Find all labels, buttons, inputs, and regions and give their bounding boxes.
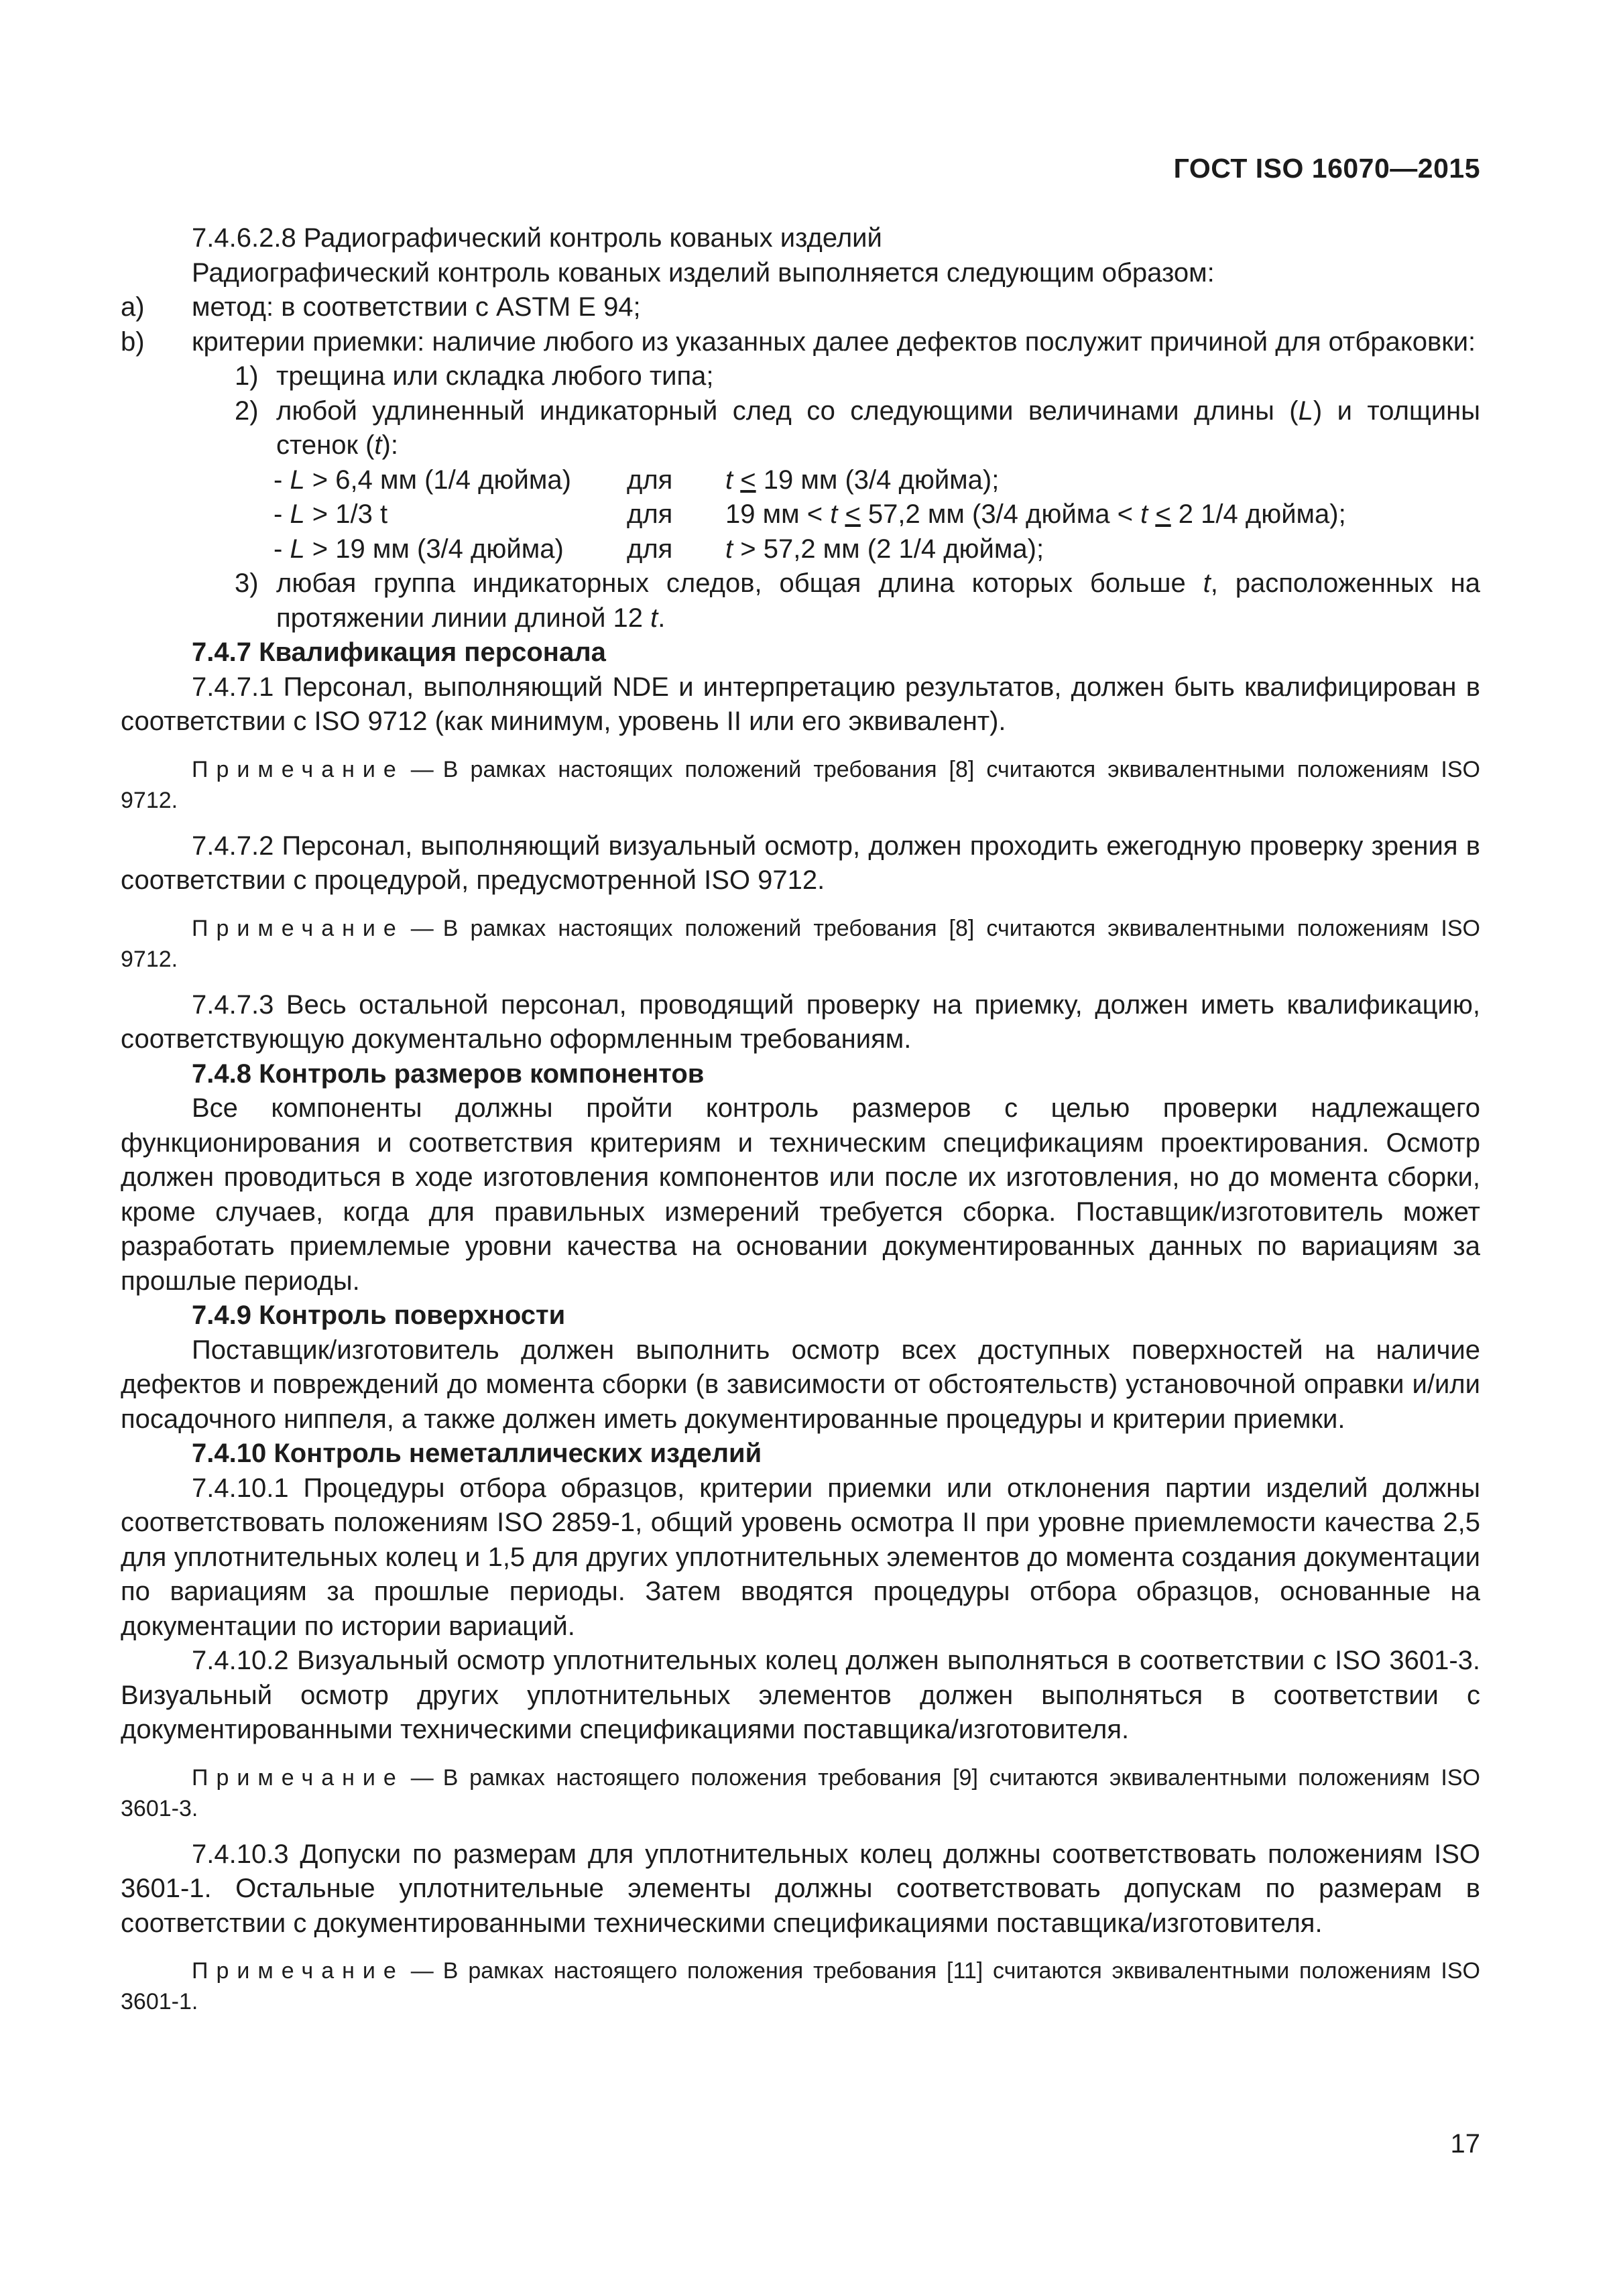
var-t: t [725,465,733,495]
list-text: , расположенных на протяжении линии длиной 12 [276,568,1481,633]
criteria-row [121,532,1480,567]
criteria-thickness [725,532,1044,567]
section-heading-7-4-10: 7.4.10 Контроль неметаллических изделий [192,1439,762,1468]
var-t: t [1203,568,1211,598]
criteria-length [274,532,564,567]
paragraph-7-4-10-2: 7.4.10.2 Визуальный осмотр уплотнительных колец должен выполняться в соответствии с ISO 3601-3. Визуальный осмотр других уплотнительных элементов должен выполняться в соответствии с документированными техническими спецификациями поставщика/изготовителя. [121,1646,1480,1744]
var-t: t [374,430,382,460]
criteria-thickness [725,463,999,498]
list-item-b [121,325,1480,360]
section-heading-7-4-8: 7.4.8 Контроль размеров компонентов [192,1059,705,1089]
var-t: t [1140,499,1148,529]
list-label: a) [121,292,145,322]
note-label: Примечание [192,756,404,782]
list-text: трещина или складка любого типа; [276,361,714,391]
list-text: ) и толщины стенок ( [276,396,1480,460]
standard-header: ГОСТ ISO 16070—2015 [1173,153,1480,184]
note-text: В рамках настоящих положений требования [8] считаются эквивалентными положениям ISO 9712. [121,756,1480,813]
text: > 57,2 мм (2 1/4 дюйма); [733,534,1044,564]
criteria-for: для [627,499,673,529]
note [121,1762,1480,1824]
criteria-value: > 6,4 мм (1/4 дюйма) [304,465,571,495]
criteria-length [274,497,387,532]
var-L: L [290,499,305,529]
note-label: Примечание [192,1764,404,1791]
list-label: 3) [235,568,259,598]
list-text: ): [381,430,398,460]
sub-item-3 [121,566,1480,636]
le-sign: < [1155,499,1171,529]
le-sign: < [845,499,861,529]
list-text: метод: в соответствии с ASTM E 94; [192,292,641,322]
page-number: 17 [1450,2129,1480,2159]
criteria-for: для [627,534,673,564]
dash: - [274,534,290,564]
criteria-row [121,497,1480,532]
criteria-row [121,463,1480,498]
paragraph-7-4-7-3: 7.4.7.3 Весь остальной персонал, проводящий проверку на приемку, должен иметь квалификацию, соответствующую документально оформленным требованиям. [121,989,1480,1054]
criteria-for: для [627,465,673,495]
note [121,754,1480,816]
note [121,1955,1480,2017]
section-heading-7-4-9: 7.4.9 Контроль поверхности [192,1301,566,1330]
paragraph-7-4-7-2: 7.4.7.2 Персонал, выполняющий визуальный осмотр, должен проходить ежегодную проверку зрения в соответствии с процедурой, предусмотренной ISO 9712. [121,831,1480,895]
text: 57,2 мм (3/4 дюйма < [860,499,1141,529]
note [121,913,1480,975]
list-text: . [658,603,666,633]
main-content [121,221,1480,2031]
list-label: b) [121,326,145,357]
note-text: В рамках настоящего положения требования [9] считаются эквивалентными положениям ISO 3601-3. [121,1764,1480,1821]
paragraph-7-4-8: Все компоненты должны пройти контроль размеров с целью проверки надлежащего функционирования и соответствия критериям и техническим спецификациям проектирования. Осмотр должен проводиться в ходе изготовления компонентов или после их изготовления, но до момента сборки, кроме случаев, когда для правильных измерений требуется сборка. Поставщик/изготовитель может разработать приемлемые уровни качества на основании документированных данных по вариациям за прошлые периоды. [121,1093,1480,1296]
paragraph-7-4-9: Поставщик/изготовитель должен выполнить осмотр всех доступных поверхностей на наличие дефектов и повреждений до момента сборки (в зависимости от обстоятельств) установочной оправки и/или посадочного ниппеля, а также должен иметь документированные процедуры и критерии приемки. [121,1335,1480,1434]
note-label: Примечание [192,1958,404,1984]
var-t: t [650,603,658,633]
list-label: 1) [235,361,259,391]
note-dash: — [410,1958,434,1984]
var-L: L [1298,396,1313,426]
paragraph-7-4-10-3: 7.4.10.3 Допуски по размерам для уплотнительных колец должны соответствовать положениям ISO 3601-1. Остальные уплотнительные элементы должны соответствовать допускам по размерам в соответствии с документированными техническими спецификациями поставщика/изготовителя. [121,1839,1480,1938]
criteria-length [274,463,571,498]
text: 19 мм (3/4 дюйма); [756,465,1000,495]
note-dash: — [410,915,434,941]
dash: - [274,465,290,495]
var-L: L [290,465,305,495]
note-dash: — [410,1764,434,1791]
criteria-thickness [725,497,1346,532]
list-item-a [121,290,1480,325]
list-text: любая группа индикаторных следов, общая длина которых больше [276,568,1203,598]
paragraph-7-4-10-1: 7.4.10.1 Процедуры отбора образцов, критерии приемки или отклонения партии изделий должны соответствовать положениям ISO 2859-1, общий уровень осмотра II при уровне приемлемости качества 2,5 для уплотнительных колец и 1,5 для других уплотнительных элементов до момента создания документации по вариациям за прошлые периоды. Затем вводятся процедуры отбора образцов, основанные на документации по истории вариаций. [121,1473,1480,1641]
text: 19 мм < [725,499,831,529]
list-text: критерии приемки: наличие любого из указанных далее дефектов послужит причиной для отбраковки: [192,326,1476,357]
list-text: любой удлиненный индикаторный след со следующими величинами длины ( [276,396,1299,426]
section-7-4-6-2-8-title: 7.4.6.2.8 Радиографический контроль кованых изделий [192,223,882,253]
section-heading-7-4-7: 7.4.7 Квалификация персонала [192,638,606,667]
sub-item-2 [121,394,1480,463]
note-text: В рамках настоящих положений требования [8] считаются эквивалентными положениям ISO 9712. [121,915,1480,972]
list-label: 2) [235,396,259,426]
criteria-value: > 19 мм (3/4 дюйма) [304,534,564,564]
criteria-value: > 1/3 t [304,499,388,529]
sub-item-1 [121,359,1480,394]
note-label: Примечание [192,915,404,941]
paragraph-7-4-7-1: 7.4.7.1 Персонал, выполняющий NDE и интерпретацию результатов, должен быть квалифицирован в соответствии с ISO 9712 (как минимум, уровень II или его эквивалент). [121,672,1480,736]
dash: - [274,499,290,529]
note-dash: — [410,756,434,782]
var-t: t [725,534,733,564]
note-text: В рамках настоящего положения требования [11] считаются эквивалентными положениям ISO 3601-1. [121,1958,1480,2014]
section-intro: Радиографический контроль кованых изделий выполняется следующим образом: [192,257,1215,288]
var-t: t [830,499,838,529]
var-L: L [290,534,305,564]
text: 2 1/4 дюйма); [1170,499,1346,529]
le-sign: < [740,465,756,495]
